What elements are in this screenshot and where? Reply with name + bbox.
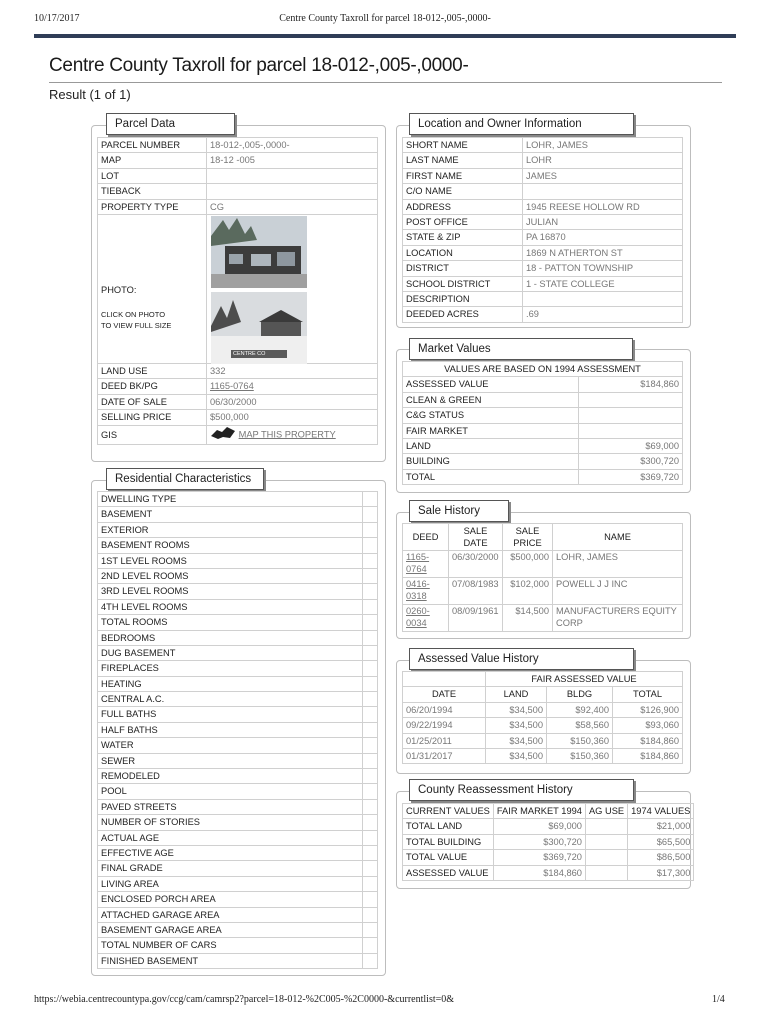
field-label: C&G STATUS	[403, 408, 579, 423]
assessed-row	[403, 718, 683, 733]
field-label: TOTAL LAND	[403, 819, 494, 834]
field-value	[363, 676, 378, 691]
parcel-row	[98, 184, 378, 199]
field-label: BASEMENT	[98, 507, 363, 522]
parcel-row	[98, 199, 378, 214]
residential-row	[98, 645, 378, 660]
field-label: 3RD LEVEL ROOMS	[98, 584, 363, 599]
sale-price: $500,000	[503, 551, 553, 578]
assessed-row	[403, 748, 683, 763]
location-row	[403, 245, 683, 260]
field-label: C/O NAME	[403, 184, 523, 199]
reassessment-row	[403, 834, 694, 849]
parcel-row	[98, 168, 378, 183]
field-value	[363, 830, 378, 845]
value-1974: $65,500	[628, 834, 694, 849]
field-value	[363, 584, 378, 599]
field-label: FINISHED BASEMENT	[98, 953, 363, 968]
reassessment-heading: County Reassessment History	[409, 779, 634, 801]
field-value: 18-012-,005-,0000-	[207, 138, 378, 153]
sale-price: $14,500	[503, 605, 553, 632]
assessed-row	[403, 733, 683, 748]
field-value: 1869 N ATHERTON ST	[523, 245, 683, 260]
field-label: DWELLING TYPE	[98, 492, 363, 507]
location-row	[403, 168, 683, 183]
parcel-row	[98, 394, 378, 409]
ag-use-value	[585, 865, 627, 880]
market-row	[403, 469, 683, 484]
parcel-row	[98, 379, 378, 394]
field-value: PA 16870	[523, 230, 683, 245]
residential-row	[98, 845, 378, 860]
ag-use-value	[585, 834, 627, 849]
field-value	[363, 492, 378, 507]
field-label: REMODELED	[98, 769, 363, 784]
sale-date: 08/09/1961	[449, 605, 503, 632]
field-value: $300,720	[579, 454, 683, 469]
parcel-row	[98, 138, 378, 153]
col-current-values: CURRENT VALUES	[403, 804, 494, 819]
field-label: FAIR MARKET	[403, 423, 579, 438]
residential-row	[98, 507, 378, 522]
land-value: $34,500	[486, 733, 547, 748]
field-value	[363, 876, 378, 891]
deed-link[interactable]: 1165- 0764	[403, 551, 449, 578]
gis-cell	[207, 425, 378, 444]
field-value: JULIAN	[523, 214, 683, 229]
field-value	[363, 953, 378, 968]
field-value: $500,000	[207, 410, 378, 425]
field-value	[363, 568, 378, 583]
location-row	[403, 138, 683, 153]
market-values-heading: Market Values	[409, 338, 633, 360]
field-value: 1 - STATE COLLEGE	[523, 276, 683, 291]
field-label: DESCRIPTION	[403, 291, 523, 306]
photo-hint: CLICK ON PHOTO	[101, 309, 166, 319]
deed-link[interactable]: 0260- 0034	[403, 605, 449, 632]
field-label: ACTUAL AGE	[98, 830, 363, 845]
field-value: 1945 REESE HOLLOW RD	[523, 199, 683, 214]
reassessment-table	[402, 803, 694, 881]
field-value	[363, 815, 378, 830]
col-fair-market-1994: FAIR MARKET 1994	[493, 804, 585, 819]
field-value	[363, 845, 378, 860]
residential-row	[98, 892, 378, 907]
field-label: FINAL GRADE	[98, 861, 363, 876]
field-value	[363, 738, 378, 753]
field-value	[363, 692, 378, 707]
bldg-value: $150,360	[547, 733, 613, 748]
field-value: LOHR, JAMES	[523, 138, 683, 153]
gis-row	[98, 425, 378, 444]
market-row	[403, 423, 683, 438]
field-label: DISTRICT	[403, 261, 523, 276]
market-row	[403, 408, 683, 423]
fair-market-value: $369,720	[493, 850, 585, 865]
residential-row	[98, 722, 378, 737]
field-label: EFFECTIVE AGE	[98, 845, 363, 860]
field-value: $369,720	[579, 469, 683, 484]
fair-market-value: $300,720	[493, 834, 585, 849]
col-bldg: BLDG	[547, 687, 613, 702]
field-value	[363, 753, 378, 768]
result-count: Result (1 of 1)	[49, 87, 131, 102]
field-label: BUILDING	[403, 454, 579, 469]
field-value	[363, 615, 378, 630]
reassessment-row	[403, 850, 694, 865]
sale-row	[403, 551, 683, 578]
field-label: DUG BASEMENT	[98, 645, 363, 660]
field-label: SEWER	[98, 753, 363, 768]
residential-row	[98, 661, 378, 676]
field-label: TOTAL VALUE	[403, 850, 494, 865]
field-label: BEDROOMS	[98, 630, 363, 645]
field-value: CG	[207, 199, 378, 214]
field-value	[363, 769, 378, 784]
residential-row	[98, 907, 378, 922]
residential-row	[98, 830, 378, 845]
total-value: $126,900	[613, 702, 683, 717]
print-date: 10/17/2017	[34, 13, 80, 24]
field-label: ADDRESS	[403, 199, 523, 214]
field-label: ENCLOSED PORCH AREA	[98, 892, 363, 907]
reassessment-row	[403, 819, 694, 834]
field-value	[363, 522, 378, 537]
field-value	[363, 922, 378, 937]
field-value	[363, 799, 378, 814]
field-label: BASEMENT GARAGE AREA	[98, 922, 363, 937]
bldg-value: $92,400	[547, 702, 613, 717]
location-row	[403, 276, 683, 291]
page-title: Centre County Taxroll for parcel 18-012-,005-,0000-	[49, 55, 469, 76]
col-ag-use: AG USE	[585, 804, 627, 819]
date-value: 01/25/2011	[403, 733, 486, 748]
market-values-table	[402, 361, 683, 485]
field-label: FIRST NAME	[403, 168, 523, 183]
reassessment-header	[403, 804, 694, 819]
total-value: $184,860	[613, 733, 683, 748]
field-label: FULL BATHS	[98, 707, 363, 722]
field-label: ASSESSED VALUE	[403, 865, 494, 880]
assessed-history-header	[403, 687, 683, 702]
field-label: LOCATION	[403, 245, 523, 260]
market-row	[403, 454, 683, 469]
buyer-name: POWELL J J INC	[553, 578, 683, 605]
buyer-name: LOHR, JAMES	[553, 551, 683, 578]
fair-assessed-header: FAIR ASSESSED VALUE	[486, 672, 683, 687]
field-label: POST OFFICE	[403, 214, 523, 229]
field-label: TOTAL NUMBER OF CARS	[98, 938, 363, 953]
field-label: CLEAN & GREEN	[403, 392, 579, 407]
photo-stamp: CENTRE CO	[233, 351, 266, 357]
field-value	[363, 538, 378, 553]
field-label: 1ST LEVEL ROOMS	[98, 553, 363, 568]
field-label: HALF BATHS	[98, 722, 363, 737]
residential-row	[98, 784, 378, 799]
field-value	[363, 599, 378, 614]
field-label: LOT	[98, 168, 207, 183]
col-sale-date: SALE DATE	[449, 524, 503, 551]
location-row	[403, 261, 683, 276]
map-this-property-link[interactable]: MAP THIS PROPERTY	[238, 428, 336, 439]
field-value	[363, 553, 378, 568]
property-photo-2[interactable]	[211, 292, 307, 364]
field-label: STATE & ZIP	[403, 230, 523, 245]
sale-history-header	[403, 524, 683, 551]
ag-use-value	[585, 819, 627, 834]
col-total: TOTAL	[613, 687, 683, 702]
field-value	[363, 722, 378, 737]
market-row	[403, 392, 683, 407]
gis-label: GIS	[98, 425, 207, 444]
residential-row	[98, 938, 378, 953]
field-value: $184,860	[579, 377, 683, 392]
print-page-number: 1/4	[712, 994, 725, 1005]
residential-row	[98, 799, 378, 814]
field-label: PARCEL NUMBER	[98, 138, 207, 153]
field-value	[363, 892, 378, 907]
field-value	[579, 423, 683, 438]
value-1974: $86,500	[628, 850, 694, 865]
field-value	[207, 184, 378, 199]
market-row	[403, 438, 683, 453]
field-label: LIVING AREA	[98, 876, 363, 891]
location-row	[403, 199, 683, 214]
residential-row	[98, 692, 378, 707]
parcel-row	[98, 153, 378, 168]
residential-row	[98, 553, 378, 568]
field-label: DEED BK/PG	[98, 379, 207, 394]
field-value: 06/30/2000	[207, 394, 378, 409]
print-url: https://webia.centrecountypa.gov/ccg/cam/camrsp2?parcel=18-012-%2C005-%2C0000-&currentlist=0&	[34, 994, 455, 1005]
field-label: TOTAL ROOMS	[98, 615, 363, 630]
residential-row	[98, 815, 378, 830]
field-value	[363, 907, 378, 922]
field-value: JAMES	[523, 168, 683, 183]
location-row	[403, 291, 683, 306]
deed-link[interactable]: 0416- 0318	[403, 578, 449, 605]
location-row	[403, 153, 683, 168]
residential-row	[98, 492, 378, 507]
parcel-row	[98, 363, 378, 378]
total-value: $184,860	[613, 748, 683, 763]
sale-history-table	[402, 523, 683, 632]
field-label: LAST NAME	[403, 153, 523, 168]
field-value: 18 - PATTON TOWNSHIP	[523, 261, 683, 276]
parcel-data-heading: Parcel Data	[106, 113, 235, 135]
field-value	[523, 291, 683, 306]
field-label: 4TH LEVEL ROOMS	[98, 599, 363, 614]
residential-row	[98, 676, 378, 691]
header-bar	[34, 34, 736, 38]
fair-market-value: $69,000	[493, 819, 585, 834]
field-value	[363, 938, 378, 953]
residential-row	[98, 568, 378, 583]
field-label: PROPERTY TYPE	[98, 199, 207, 214]
date-value: 06/20/1994	[403, 702, 486, 717]
bldg-value: $150,360	[547, 748, 613, 763]
field-value	[363, 707, 378, 722]
residential-row	[98, 738, 378, 753]
value-1974: $21,000	[628, 819, 694, 834]
col-date: DATE	[403, 687, 486, 702]
photo-hint: TO VIEW FULL SIZE	[101, 320, 172, 330]
field-value	[579, 408, 683, 423]
location-row	[403, 184, 683, 199]
ag-use-value	[585, 850, 627, 865]
residential-row	[98, 769, 378, 784]
field-label: SHORT NAME	[403, 138, 523, 153]
field-label: TOTAL BUILDING	[403, 834, 494, 849]
parcel-row	[98, 410, 378, 425]
field-label: DATE OF SALE	[98, 394, 207, 409]
field-value: LOHR	[523, 153, 683, 168]
parcel-data-table	[97, 137, 378, 445]
location-row	[403, 307, 683, 322]
field-label: FIREPLACES	[98, 661, 363, 676]
field-value	[363, 507, 378, 522]
residential-row	[98, 753, 378, 768]
residential-table	[97, 491, 378, 969]
field-label: ATTACHED GARAGE AREA	[98, 907, 363, 922]
deed-link[interactable]: 1165-0764	[207, 379, 378, 394]
field-label: CENTRAL A.C.	[98, 692, 363, 707]
sale-date: 06/30/2000	[449, 551, 503, 578]
field-value	[207, 168, 378, 183]
assessed-row	[403, 702, 683, 717]
field-label: BASEMENT ROOMS	[98, 538, 363, 553]
field-value: $69,000	[579, 438, 683, 453]
date-value: 09/22/1994	[403, 718, 486, 733]
residential-row	[98, 953, 378, 968]
fair-market-value: $184,860	[493, 865, 585, 880]
residential-row	[98, 707, 378, 722]
bldg-value: $58,560	[547, 718, 613, 733]
col-land: LAND	[486, 687, 547, 702]
land-value: $34,500	[486, 702, 547, 717]
reassessment-row	[403, 865, 694, 880]
market-row	[403, 377, 683, 392]
residential-row	[98, 615, 378, 630]
residential-row	[98, 584, 378, 599]
field-label: DEEDED ACRES	[403, 307, 523, 322]
field-value	[363, 661, 378, 676]
photo-label: PHOTO:	[101, 284, 137, 295]
field-label: 2ND LEVEL ROOMS	[98, 568, 363, 583]
property-photo-1[interactable]	[211, 216, 307, 288]
residential-row	[98, 876, 378, 891]
field-label: NUMBER OF STORIES	[98, 815, 363, 830]
col-deed: DEED	[403, 524, 449, 551]
field-label: ASSESSED VALUE	[403, 377, 579, 392]
field-label: TIEBACK	[98, 184, 207, 199]
field-label: SCHOOL DISTRICT	[403, 276, 523, 291]
residential-row	[98, 599, 378, 614]
residential-row	[98, 522, 378, 537]
field-value: 18-12 -005	[207, 153, 378, 168]
col-sale-price: SALE PRICE	[503, 524, 553, 551]
sale-price: $102,000	[503, 578, 553, 605]
sale-row	[403, 578, 683, 605]
col-name: NAME	[553, 524, 683, 551]
sale-row	[403, 605, 683, 632]
location-row	[403, 230, 683, 245]
sale-history-heading: Sale History	[409, 500, 509, 522]
field-value	[579, 392, 683, 407]
field-value	[363, 645, 378, 660]
total-value: $93,060	[613, 718, 683, 733]
residential-row	[98, 861, 378, 876]
residential-heading: Residential Characteristics	[106, 468, 264, 490]
field-label: PAVED STREETS	[98, 799, 363, 814]
field-label: LAND USE	[98, 363, 207, 378]
title-divider	[49, 82, 722, 83]
assessed-history-heading: Assessed Value History	[409, 648, 634, 670]
land-value: $34,500	[486, 718, 547, 733]
residential-row	[98, 630, 378, 645]
location-owner-heading: Location and Owner Information	[409, 113, 634, 135]
sale-date: 07/08/1983	[449, 578, 503, 605]
field-value	[523, 184, 683, 199]
field-label: TOTAL	[403, 469, 579, 484]
residential-row	[98, 922, 378, 937]
field-label: HEATING	[98, 676, 363, 691]
buyer-name: MANUFACTURERS EQUITY CORP	[553, 605, 683, 632]
field-label: WATER	[98, 738, 363, 753]
field-value	[363, 861, 378, 876]
value-1974: $17,300	[628, 865, 694, 880]
field-label: SELLING PRICE	[98, 410, 207, 425]
col-1974-values: 1974 VALUES	[628, 804, 694, 819]
field-label: MAP	[98, 153, 207, 168]
location-owner-table	[402, 137, 683, 323]
market-values-note: VALUES ARE BASED ON 1994 ASSESSMENT	[403, 362, 683, 377]
land-value: $34,500	[486, 748, 547, 763]
assessed-history-table	[402, 671, 683, 764]
print-header-title: Centre County Taxroll for parcel 18-012-,005-,0000-	[279, 13, 491, 24]
residential-row	[98, 538, 378, 553]
field-value: 332	[207, 363, 378, 378]
field-value	[363, 784, 378, 799]
field-label: POOL	[98, 784, 363, 799]
location-row	[403, 214, 683, 229]
field-label: EXTERIOR	[98, 522, 363, 537]
field-value	[363, 630, 378, 645]
map-icon[interactable]	[210, 426, 236, 444]
date-value: 01/31/2017	[403, 748, 486, 763]
field-value: .69	[523, 307, 683, 322]
field-label: LAND	[403, 438, 579, 453]
